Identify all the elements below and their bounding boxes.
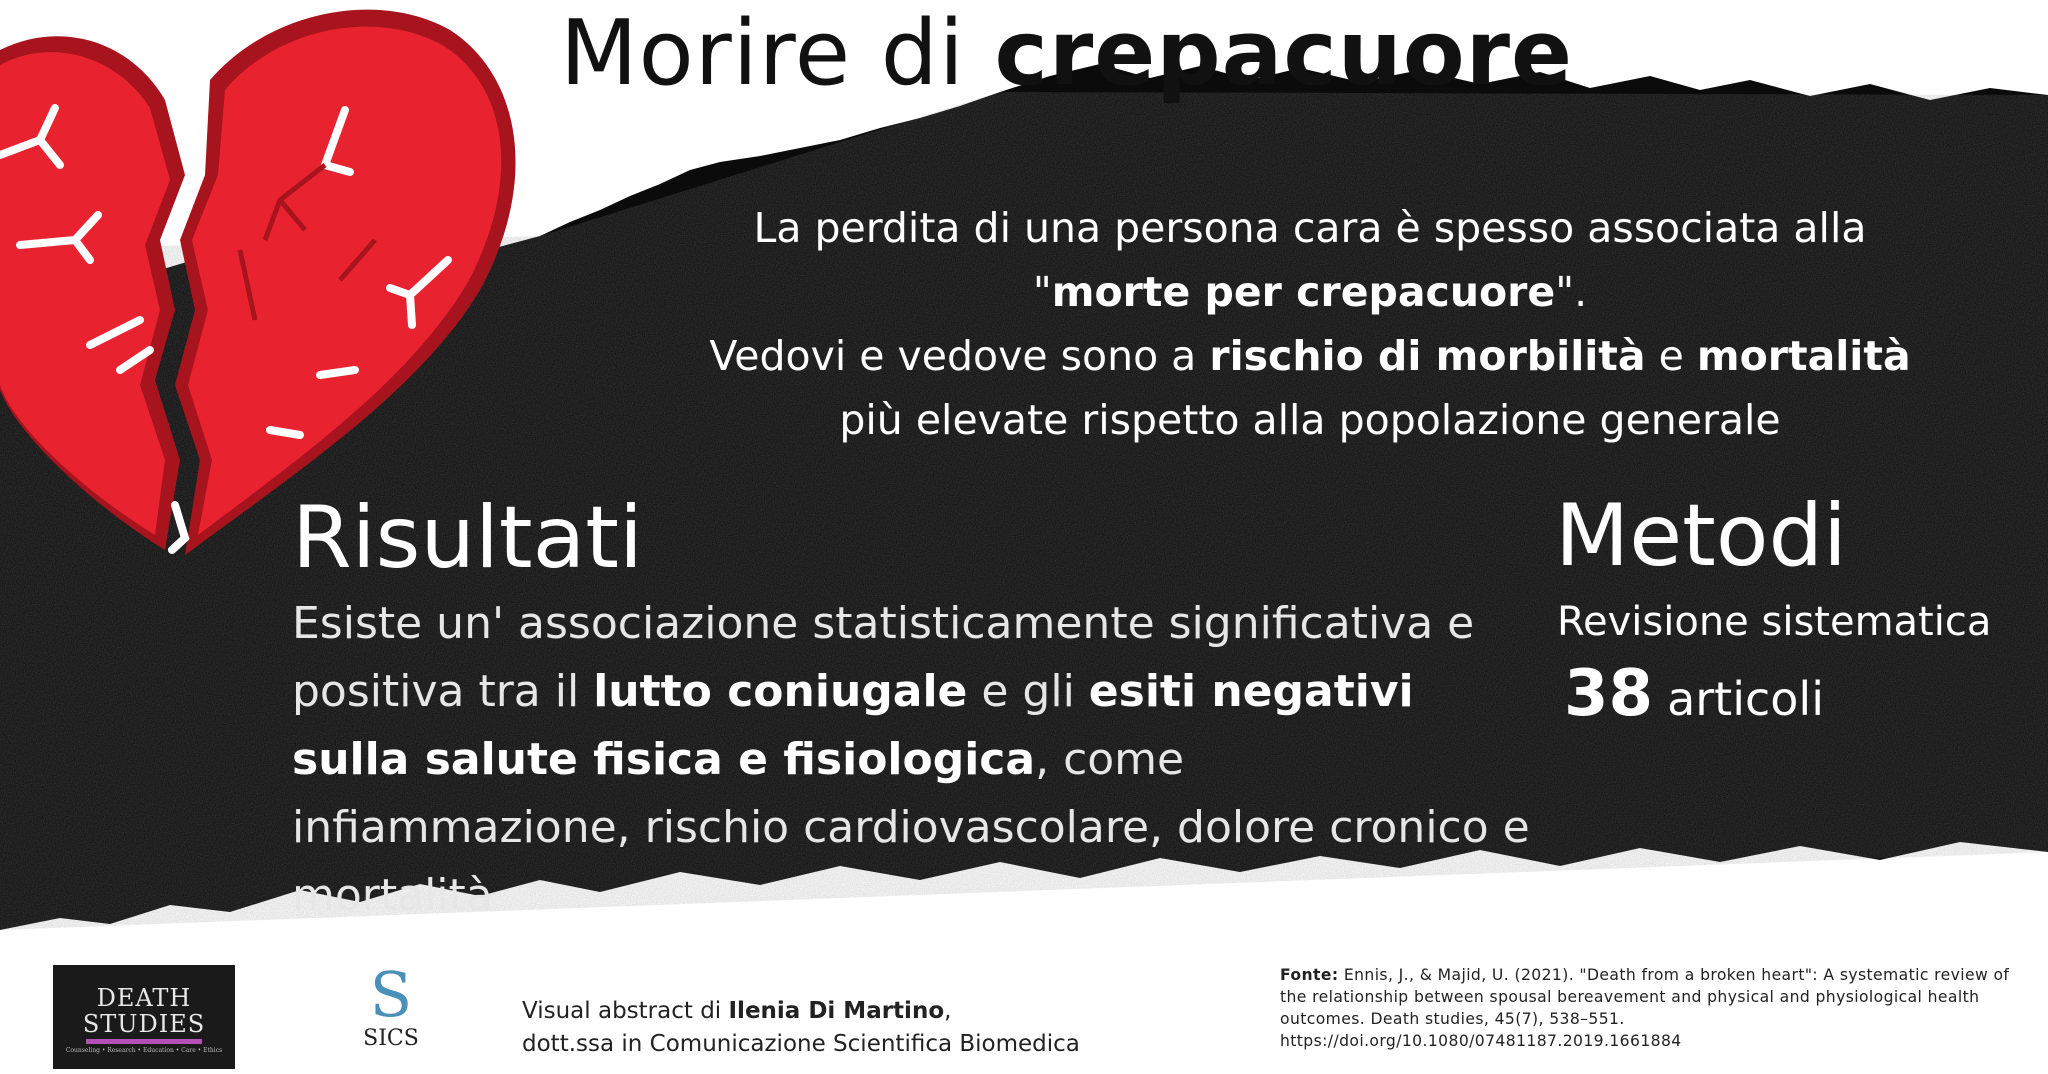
results-heading: Risultati <box>292 488 643 588</box>
page-title: Morire di crepacuore <box>560 1 1574 106</box>
source-label: Fonte: <box>1280 966 1339 984</box>
death-studies-logo-tagline: Counseling • Research • Education • Care • Ethics <box>65 1047 223 1054</box>
intro-line-2: "morte per crepacuore". <box>1032 268 1588 316</box>
source-text: Ennis, J., & Majid, U. (2021). "Death from a broken heart": A systematic review of the relationship between spousal bereavement and physical and physiological health outcomes. Death studies, 45(7), 538–551. <box>1280 966 2010 1028</box>
article-count-unit: articoli <box>1667 672 1824 726</box>
sics-logo-letter: S <box>369 958 413 1031</box>
intro-line-1: La perdita di una persona cara è spesso associata alla <box>753 204 1867 252</box>
intro-line-4: più elevate rispetto alla popolazione generale <box>839 396 1781 444</box>
death-studies-logo-bar <box>86 1039 202 1044</box>
author-credit <box>522 995 1080 1061</box>
death-studies-logo <box>53 965 235 1069</box>
results-paragraph: Esiste un' associazione statisticamente significativa e positiva tra il lutto coniugale e gli esiti negativi sulla salute fisica e fisiologica, come infiammazione, rischio cardiovascolare, dolore cronico e mortalità <box>292 598 1530 921</box>
credit-line-2: dott.ssa in Comunicazione Scientifica Biomedica <box>522 1031 1080 1057</box>
credit-line-1: Visual abstract di Ilenia Di Martino, <box>522 998 952 1024</box>
sics-logo-name: SICS <box>363 1026 419 1051</box>
intro-paragraph <box>640 196 1980 452</box>
methods-heading: Metodi <box>1555 486 1847 586</box>
death-studies-logo-line2: STUDIES <box>82 1010 206 1038</box>
death-studies-logo-line1: DEATH <box>96 984 192 1012</box>
intro-line-3: Vedovi e vedove sono a rischio di morbilità e mortalità <box>709 332 1911 380</box>
methods-subheading: Revisione sistematica <box>1557 599 1992 645</box>
article-count-number: 38 <box>1564 657 1654 731</box>
source-citation <box>1280 964 2020 1052</box>
sics-logo <box>356 958 426 1057</box>
methods-article-count <box>1564 658 1824 746</box>
source-doi-link[interactable]: https://doi.org/10.1080/07481187.2019.1661884 <box>1280 1032 1682 1050</box>
